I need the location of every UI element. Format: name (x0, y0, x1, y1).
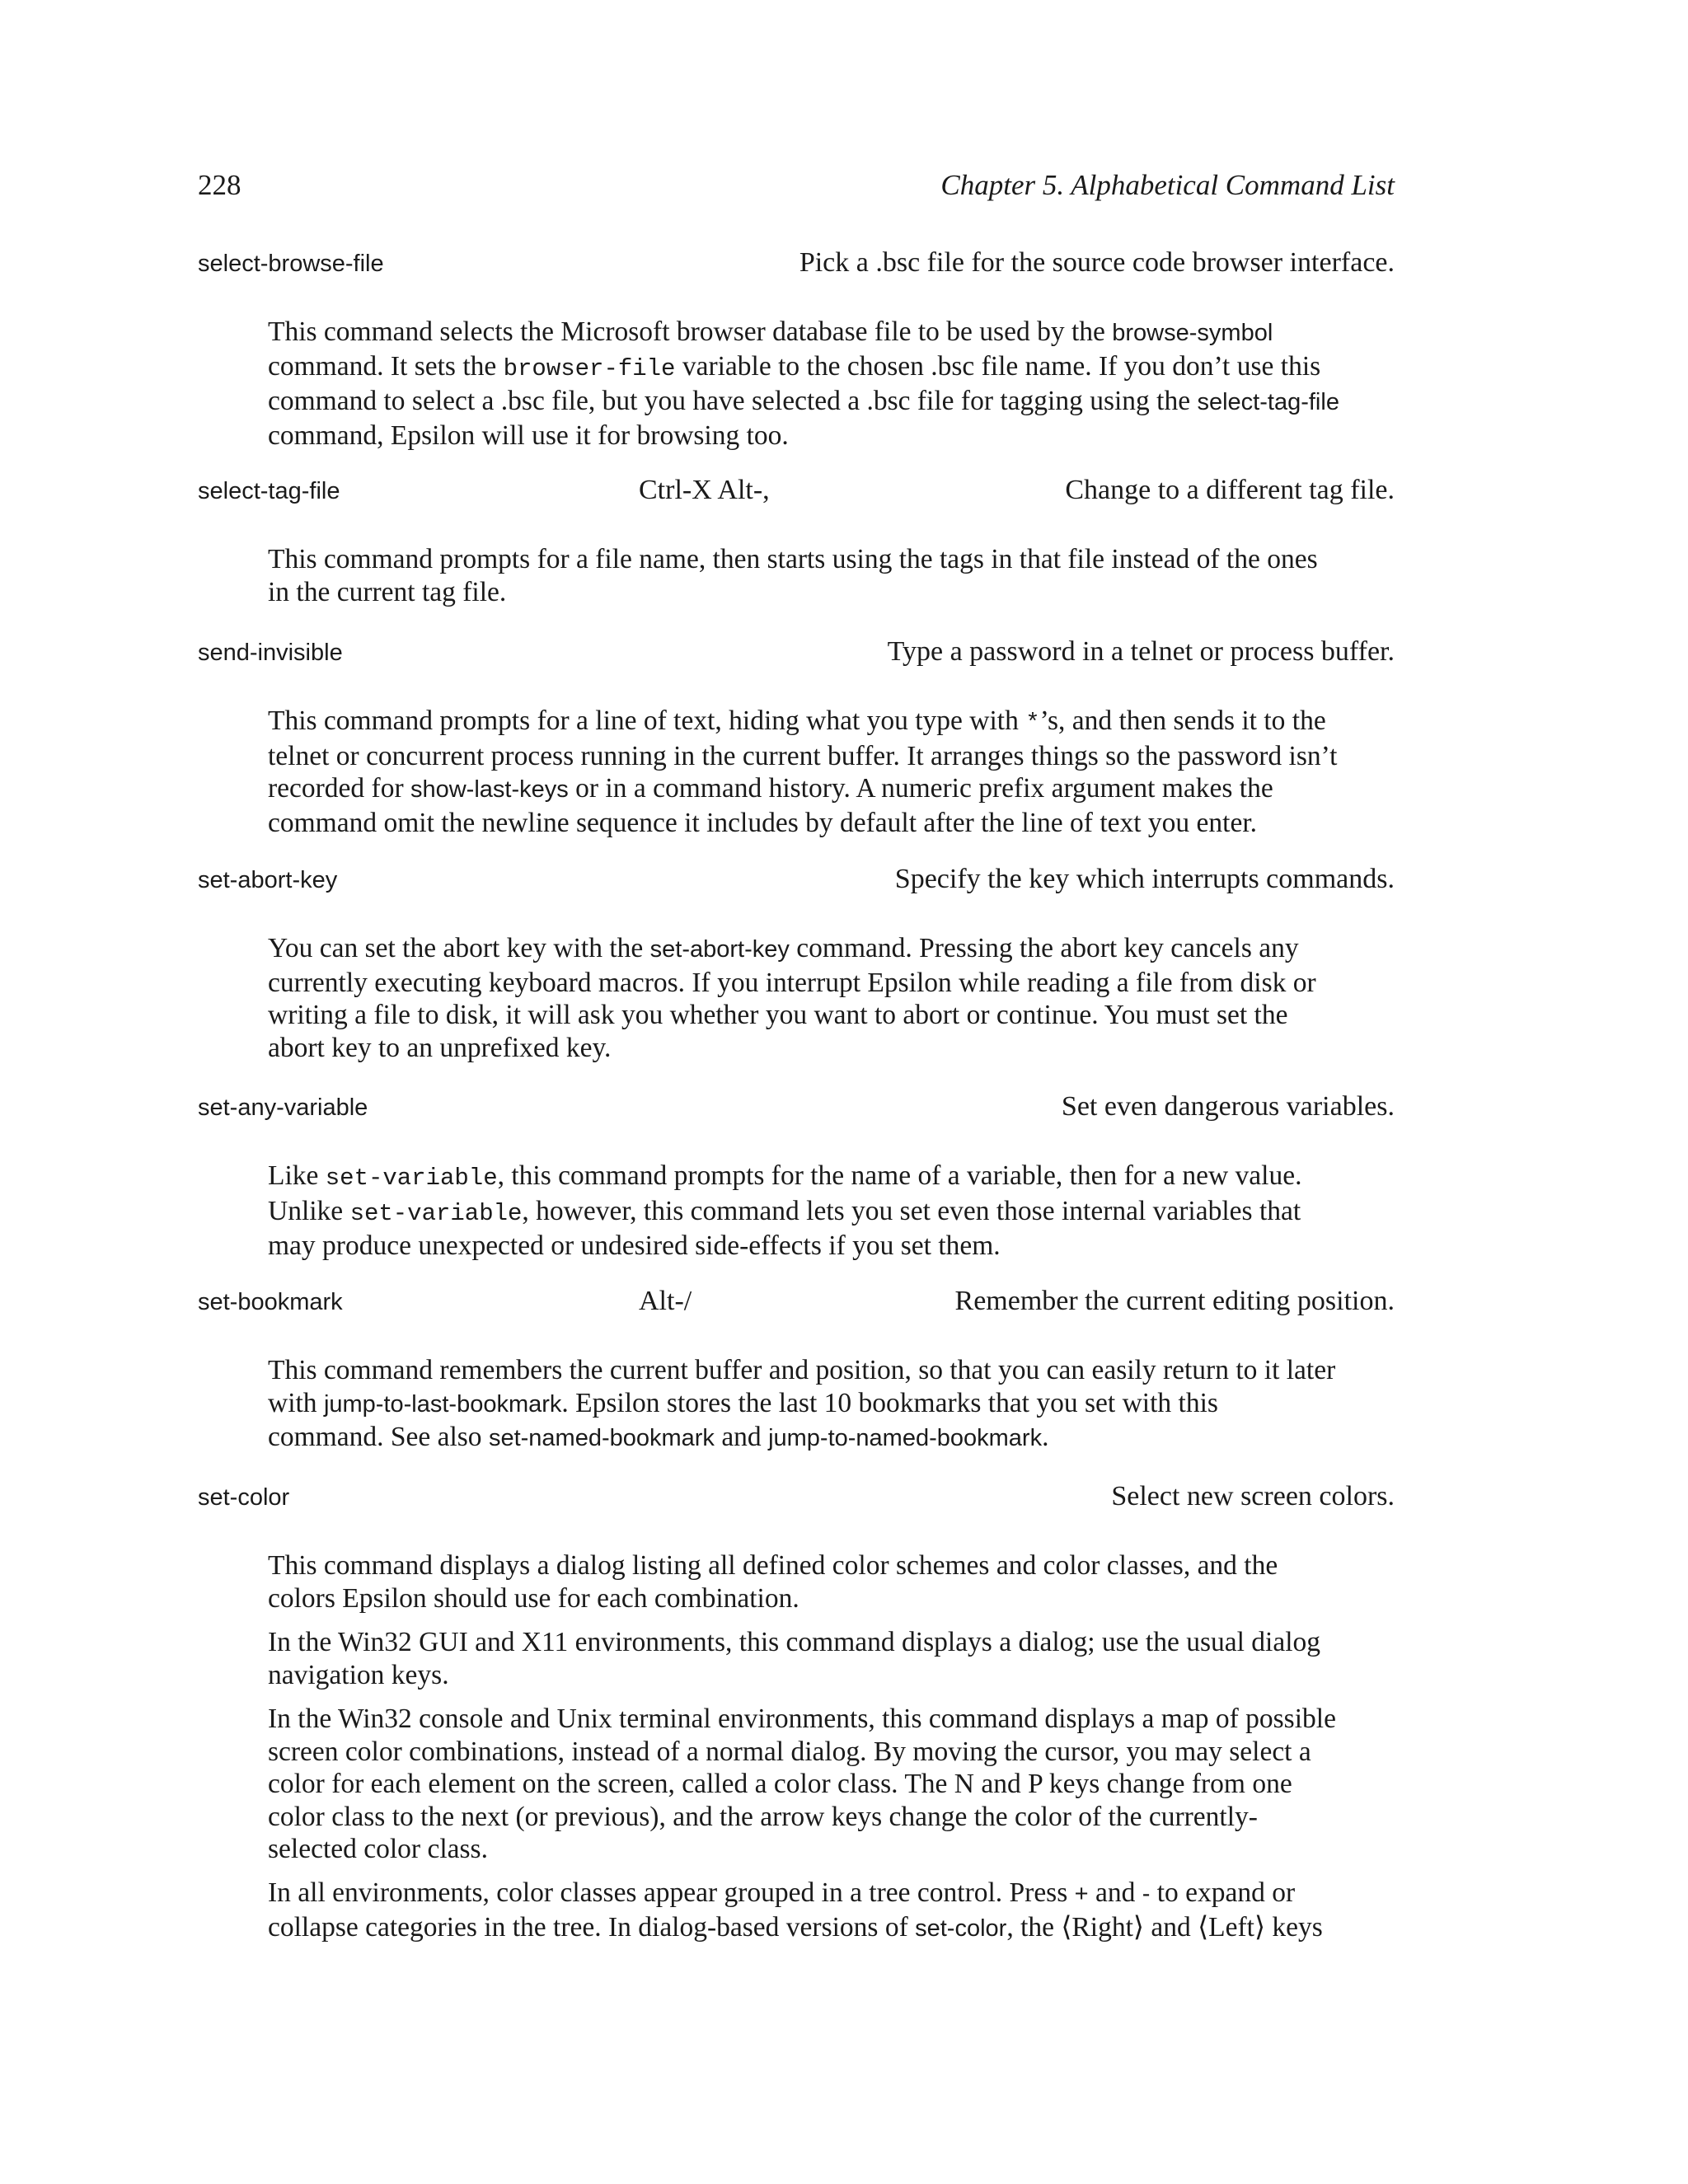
command-name: set-bookmark (198, 1289, 343, 1315)
command-reference: set-color (915, 1915, 1007, 1942)
chapter-title: Chapter 5. Alphabetical Command List (940, 169, 1395, 201)
key-reference: - (1142, 1881, 1151, 1907)
command-reference: set-abort-key (649, 936, 790, 963)
paragraph (268, 1877, 1339, 1945)
text-run: In the Win32 console and Unix terminal environments, this command displays a map of possible screen color combinations, instead of a normal dialog. By moving the cursor, you may select a color for each element on the screen, called a color class. The N and P keys change from one color class to the next (or previous), and the arrow keys change the color of the currently-selected color class. (268, 1704, 1336, 1864)
entry-heading-select-browse-file (198, 247, 1395, 288)
entry-description (268, 1703, 1339, 1866)
paragraph (268, 705, 1339, 839)
paragraph (268, 1160, 1339, 1263)
paragraph (268, 932, 1339, 1064)
entry-description (268, 705, 1339, 839)
command-summary: Type a password in a telnet or process buffer. (887, 636, 1395, 667)
entry-description (268, 316, 1339, 452)
text-run: , however, this command lets you set even those internal variables that may produce unexpected or undesired side-effects if you set them. (268, 1195, 1301, 1261)
text-run: and (714, 1422, 769, 1452)
command-name: set-any-variable (198, 1094, 368, 1121)
key-binding: Ctrl-X Alt-, (639, 475, 770, 505)
command-summary: Pick a .bsc file for the source code browser interface. (799, 247, 1395, 278)
paragraph (268, 1549, 1339, 1615)
paragraph (268, 543, 1339, 608)
text-run: ’s, and then sends it to the telnet or concurrent process running in the current buffer. It arranges things so the password isn’t recorded for (268, 705, 1338, 804)
text-run: In all environments, color classes appear grouped in a tree control. Press (268, 1877, 1075, 1908)
entry-description (268, 932, 1339, 1064)
text-run: command. It sets the (268, 350, 504, 382)
variable-reference: set-variable (349, 1199, 523, 1227)
text-run: variable to the chosen .bsc file name. If you don’t use this command to select a .bsc file, but you have selected a .bsc file for tagging using the (268, 350, 1321, 416)
command-name: send-invisible (198, 640, 343, 666)
command-name: set-abort-key (198, 867, 338, 893)
page-number: 228 (198, 169, 241, 201)
text-run: This command selects the Microsoft browser database file to be used by the (268, 316, 1113, 347)
command-name: select-tag-file (198, 478, 340, 504)
entry-description (268, 1160, 1339, 1263)
entry-description (268, 1354, 1339, 1455)
command-summary: Change to a different tag file. (1065, 475, 1395, 505)
command-summary: Specify the key which interrupts commands. (894, 864, 1395, 894)
entry-description (268, 543, 1339, 608)
command-reference: browse-symbol (1112, 320, 1273, 346)
entry-heading-set-color (198, 1481, 1395, 1522)
variable-reference: browser-file (503, 354, 676, 382)
entry-heading-send-invisible (198, 636, 1395, 677)
key-binding: Alt-/ (639, 1286, 692, 1316)
text-run: , this command prompts for the name of a variable, then for a new value. Unlike (268, 1160, 1302, 1226)
command-name: select-browse-file (198, 251, 384, 277)
text-run: Like (268, 1160, 326, 1191)
text-run: This command prompts for a line of text, hiding what you type with (268, 705, 1026, 736)
command-reference: select-tag-file (1197, 389, 1339, 415)
text-run: This command remembers the current buffer and position, so that you can easily return to it later with (268, 1355, 1336, 1418)
command-summary: Set even dangerous variables. (1061, 1091, 1395, 1122)
entry-heading-set-bookmark (198, 1286, 1395, 1327)
variable-reference: set-variable (325, 1165, 498, 1192)
entry-heading-select-tag-file (198, 475, 1395, 516)
command-reference: set-named-bookmark (488, 1425, 715, 1451)
paragraph (268, 316, 1339, 452)
paragraph (268, 1354, 1339, 1455)
command-summary: Select new screen colors. (1111, 1481, 1395, 1511)
text-run: You can set the abort key with the (268, 933, 650, 963)
entry-description (268, 1626, 1339, 1691)
text-run: This command displays a dialog listing all defined color schemes and color classes, and the colors Epsilon should use for each combination. (268, 1550, 1278, 1614)
key-reference: + (1074, 1881, 1089, 1907)
text-run: or in a command history. A numeric prefix argument makes the command omit the newline sequence it includes by default after the line of text you enter. (268, 773, 1273, 838)
text-run: . (1042, 1422, 1049, 1452)
entry-heading-set-abort-key (198, 864, 1395, 905)
command-reference: jump-to-named-bookmark (768, 1425, 1043, 1451)
command-name: set-color (198, 1484, 290, 1511)
entry-description (268, 1877, 1339, 1945)
text-run: , the ⟨Right⟩ and ⟨Left⟩ keys (1006, 1911, 1323, 1943)
command-reference: show-last-keys (410, 776, 569, 803)
text-run: and (1088, 1877, 1142, 1908)
text-run: to expand or collapse categories in the tree. In dialog-based versions of (268, 1877, 1296, 1943)
text-run: This command prompts for a file name, then starts using the tags in that file instead of the ones in the current tag file. (268, 544, 1318, 607)
text-run: command, Epsilon will use it for browsing too. (268, 419, 789, 451)
command-summary: Remember the current editing position. (954, 1286, 1395, 1316)
paragraph (268, 1703, 1339, 1866)
variable-reference: * (1025, 710, 1040, 737)
text-run: In the Win32 GUI and X11 environments, this command displays a dialog; use the usual dialog navigation keys. (268, 1627, 1321, 1690)
running-head (198, 169, 1395, 210)
entry-description (268, 1549, 1339, 1615)
paragraph (268, 1626, 1339, 1691)
command-reference: jump-to-last-bookmark (323, 1390, 562, 1418)
text-run: . Epsilon stores the last 10 bookmarks that you set with this command. See also (268, 1387, 1218, 1452)
entry-heading-set-any-variable (198, 1091, 1395, 1132)
text-run: command. Pressing the abort key cancels any currently executing keyboard macros. If you interrupt Epsilon while reading a file from disk or writing a file to disk, it will ask you whether you want to abort or continue. You must set the abort key to an unprefixed key. (268, 933, 1316, 1063)
